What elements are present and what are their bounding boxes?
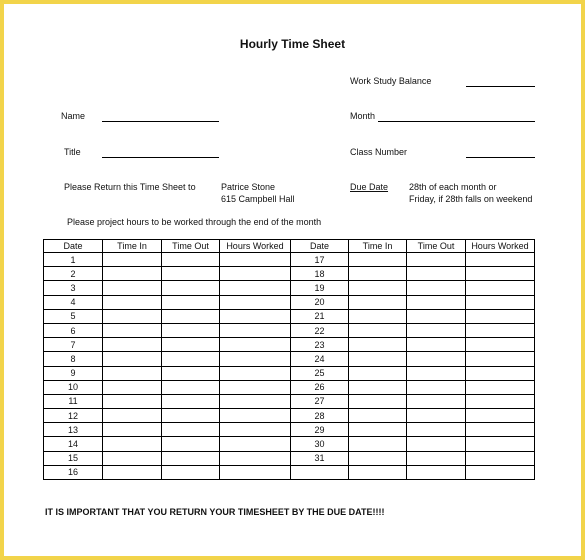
timesheet-table <box>43 239 535 480</box>
table-header-row <box>44 240 535 253</box>
time-out-cell[interactable] <box>162 423 220 437</box>
date-cell-left: 1 <box>44 253 103 267</box>
time-out-cell[interactable] <box>407 394 466 408</box>
date-cell-right: 23 <box>291 338 349 352</box>
time-in-cell[interactable] <box>103 253 162 267</box>
hours-worked-cell[interactable] <box>466 437 535 451</box>
time-in-cell[interactable] <box>103 465 162 479</box>
table-row <box>44 465 535 479</box>
instruction-text: Please project hours to be worked through the end of the month <box>67 217 322 227</box>
hours-worked-cell[interactable] <box>466 380 535 394</box>
table-row <box>44 267 535 281</box>
time-out-cell[interactable] <box>162 352 220 366</box>
class-number-field[interactable] <box>466 157 535 158</box>
hours-worked-cell[interactable] <box>220 423 291 437</box>
time-in-cell[interactable] <box>103 352 162 366</box>
hours-worked-cell[interactable] <box>466 352 535 366</box>
date-cell-right: 24 <box>291 352 349 366</box>
time-in-cell[interactable] <box>103 380 162 394</box>
date-cell-left: 13 <box>44 423 103 437</box>
header-time-in-left: Time In <box>103 240 162 253</box>
time-in-cell[interactable] <box>103 267 162 281</box>
date-cell-left: 15 <box>44 451 103 465</box>
time-out-cell[interactable] <box>407 281 466 295</box>
date-cell-right: 20 <box>291 295 349 309</box>
time-out-cell[interactable] <box>407 465 466 479</box>
time-out-cell[interactable] <box>162 437 220 451</box>
header-date-right: Date <box>291 240 349 253</box>
time-in-cell[interactable] <box>349 409 407 423</box>
hours-worked-cell[interactable] <box>220 338 291 352</box>
time-out-cell[interactable] <box>162 465 220 479</box>
date-cell-right: 22 <box>291 323 349 337</box>
table-row <box>44 423 535 437</box>
time-out-cell[interactable] <box>162 409 220 423</box>
table-row <box>44 253 535 267</box>
time-out-cell[interactable] <box>407 409 466 423</box>
hours-worked-cell[interactable] <box>220 253 291 267</box>
time-in-cell[interactable] <box>349 437 407 451</box>
date-cell-right: 25 <box>291 366 349 380</box>
work-study-balance-label: Work Study Balance <box>350 76 432 86</box>
date-cell-right: 27 <box>291 394 349 408</box>
date-cell-left: 2 <box>44 267 103 281</box>
hours-worked-cell[interactable] <box>466 451 535 465</box>
hours-worked-cell[interactable] <box>220 451 291 465</box>
due-date-line-2: Friday, if 28th falls on weekend <box>409 194 533 204</box>
date-cell-left: 7 <box>44 338 103 352</box>
time-in-cell[interactable] <box>349 394 407 408</box>
time-out-cell[interactable] <box>162 281 220 295</box>
class-number-label: Class Number <box>350 147 408 157</box>
header-time-out-right: Time Out <box>407 240 466 253</box>
time-in-cell[interactable] <box>103 323 162 337</box>
hours-worked-cell[interactable] <box>220 366 291 380</box>
table-row <box>44 437 535 451</box>
table-row <box>44 309 535 323</box>
time-in-cell[interactable] <box>103 295 162 309</box>
hours-worked-cell[interactable] <box>466 309 535 323</box>
time-in-cell[interactable] <box>349 451 407 465</box>
hours-worked-cell[interactable] <box>220 309 291 323</box>
hours-worked-cell[interactable] <box>220 465 291 479</box>
hours-worked-cell[interactable] <box>220 437 291 451</box>
page-title: Hourly Time Sheet <box>239 37 346 51</box>
time-out-cell[interactable] <box>162 451 220 465</box>
hours-worked-cell[interactable] <box>220 409 291 423</box>
time-in-cell[interactable] <box>349 352 407 366</box>
date-cell-right <box>291 465 349 479</box>
table-row <box>44 295 535 309</box>
date-cell-right: 31 <box>291 451 349 465</box>
return-location: 615 Campbell Hall <box>221 194 295 204</box>
time-out-cell[interactable] <box>407 253 466 267</box>
time-in-cell[interactable] <box>349 465 407 479</box>
hours-worked-cell[interactable] <box>466 366 535 380</box>
time-out-cell[interactable] <box>407 323 466 337</box>
table-row <box>44 352 535 366</box>
header-date-left: Date <box>44 240 103 253</box>
table-row <box>44 380 535 394</box>
time-out-cell[interactable] <box>407 267 466 281</box>
time-in-cell[interactable] <box>103 366 162 380</box>
time-out-cell[interactable] <box>162 253 220 267</box>
hours-worked-cell[interactable] <box>220 267 291 281</box>
date-cell-left: 14 <box>44 437 103 451</box>
date-cell-left: 10 <box>44 380 103 394</box>
date-cell-right: 18 <box>291 267 349 281</box>
name-label: Name <box>61 111 86 121</box>
hours-worked-cell[interactable] <box>466 423 535 437</box>
table-row <box>44 338 535 352</box>
time-out-cell[interactable] <box>162 309 220 323</box>
time-out-cell[interactable] <box>162 295 220 309</box>
time-out-cell[interactable] <box>162 366 220 380</box>
hours-worked-cell[interactable] <box>466 281 535 295</box>
work-study-balance-field[interactable] <box>466 86 535 87</box>
date-cell-right: 29 <box>291 423 349 437</box>
footer-notice: IT IS IMPORTANT THAT YOU RETURN YOUR TIMESHEET BY THE DUE DATE!!!! <box>45 507 385 517</box>
date-cell-right: 17 <box>291 253 349 267</box>
time-in-cell[interactable] <box>349 309 407 323</box>
time-in-cell[interactable] <box>103 423 162 437</box>
time-out-cell[interactable] <box>407 437 466 451</box>
header-hours-worked-right: Hours Worked <box>466 240 535 253</box>
header-time-out-left: Time Out <box>162 240 220 253</box>
date-cell-right: 28 <box>291 409 349 423</box>
date-cell-left: 16 <box>44 465 103 479</box>
time-out-cell[interactable] <box>407 309 466 323</box>
time-in-cell[interactable] <box>349 323 407 337</box>
date-cell-left: 3 <box>44 281 103 295</box>
time-in-cell[interactable] <box>349 267 407 281</box>
hours-worked-cell[interactable] <box>220 323 291 337</box>
time-out-cell[interactable] <box>407 451 466 465</box>
table-row <box>44 451 535 465</box>
month-label: Month <box>350 111 376 121</box>
date-cell-left: 4 <box>44 295 103 309</box>
return-label: Please Return this Time Sheet to <box>64 182 196 192</box>
time-in-cell[interactable] <box>349 338 407 352</box>
time-out-cell[interactable] <box>162 338 220 352</box>
header-time-in-right: Time In <box>349 240 407 253</box>
time-in-cell[interactable] <box>103 451 162 465</box>
table-row <box>44 323 535 337</box>
date-cell-left: 6 <box>44 323 103 337</box>
hours-worked-cell[interactable] <box>466 465 535 479</box>
month-field[interactable] <box>378 121 535 122</box>
table-row <box>44 409 535 423</box>
date-cell-left: 5 <box>44 309 103 323</box>
time-out-cell[interactable] <box>407 338 466 352</box>
time-out-cell[interactable] <box>407 295 466 309</box>
table-row <box>44 281 535 295</box>
date-cell-left: 11 <box>44 394 103 408</box>
date-cell-left: 9 <box>44 366 103 380</box>
hours-worked-cell[interactable] <box>220 352 291 366</box>
title-field[interactable] <box>102 157 219 158</box>
time-out-cell[interactable] <box>162 267 220 281</box>
time-out-cell[interactable] <box>162 394 220 408</box>
hours-worked-cell[interactable] <box>220 295 291 309</box>
hours-worked-cell[interactable] <box>466 253 535 267</box>
hours-worked-cell[interactable] <box>466 338 535 352</box>
due-date-line-1: 28th of each month or <box>409 182 497 192</box>
time-out-cell[interactable] <box>407 380 466 394</box>
time-in-cell[interactable] <box>349 366 407 380</box>
time-in-cell[interactable] <box>349 380 407 394</box>
due-date-label: Due Date <box>350 182 389 192</box>
table-row <box>44 366 535 380</box>
date-cell-right: 26 <box>291 380 349 394</box>
return-person: Patrice Stone <box>221 182 276 192</box>
hours-worked-cell[interactable] <box>220 394 291 408</box>
date-cell-right: 21 <box>291 309 349 323</box>
hours-worked-cell[interactable] <box>220 380 291 394</box>
time-in-cell[interactable] <box>349 295 407 309</box>
time-in-cell[interactable] <box>349 281 407 295</box>
time-in-cell[interactable] <box>349 253 407 267</box>
time-out-cell[interactable] <box>407 366 466 380</box>
table-row <box>44 394 535 408</box>
date-cell-left: 8 <box>44 352 103 366</box>
hours-worked-cell[interactable] <box>466 295 535 309</box>
time-in-cell[interactable] <box>103 338 162 352</box>
time-in-cell[interactable] <box>103 409 162 423</box>
date-cell-right: 19 <box>291 281 349 295</box>
time-out-cell[interactable] <box>162 380 220 394</box>
time-out-cell[interactable] <box>162 323 220 337</box>
time-out-cell[interactable] <box>407 352 466 366</box>
date-cell-left: 12 <box>44 409 103 423</box>
header-hours-worked-left: Hours Worked <box>220 240 291 253</box>
time-in-cell[interactable] <box>103 281 162 295</box>
time-out-cell[interactable] <box>407 423 466 437</box>
hours-worked-cell[interactable] <box>466 409 535 423</box>
hours-worked-cell[interactable] <box>220 281 291 295</box>
time-in-cell[interactable] <box>103 394 162 408</box>
hours-worked-cell[interactable] <box>466 394 535 408</box>
time-in-cell[interactable] <box>349 423 407 437</box>
name-field[interactable] <box>102 121 219 122</box>
title-label: Title <box>64 147 81 157</box>
time-in-cell[interactable] <box>103 309 162 323</box>
time-in-cell[interactable] <box>103 437 162 451</box>
hours-worked-cell[interactable] <box>466 267 535 281</box>
hours-worked-cell[interactable] <box>466 323 535 337</box>
date-cell-right: 30 <box>291 437 349 451</box>
